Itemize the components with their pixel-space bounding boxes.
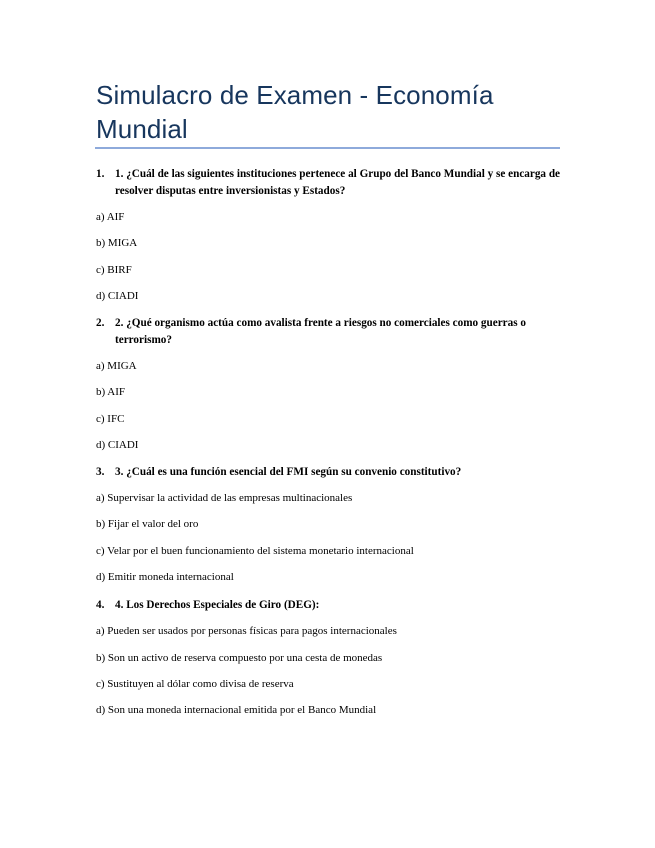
option: d) CIADI [96, 290, 139, 302]
option: d) Emitir moneda internacional [96, 571, 234, 583]
question-text: 2. ¿Qué organismo actúa como avalista frente a riesgos no comerciales como guerras o terrorismo? [115, 317, 526, 346]
option: b) AIF [96, 386, 126, 398]
option: a) MIGA [96, 360, 137, 372]
option: d) CIADI [96, 439, 139, 451]
question-number: 4. [96, 599, 105, 611]
option: c) IFC [96, 413, 125, 425]
question-4 [96, 597, 566, 614]
question-number: 3. [96, 466, 105, 478]
question-2 [96, 315, 566, 349]
question-3 [96, 464, 566, 481]
option: b) MIGA [96, 237, 138, 249]
option: a) Supervisar la actividad de las empresas multinacionales [96, 492, 353, 504]
page-title: Simulacro de Examen - Economía Mundial [96, 80, 494, 144]
option: a) Pueden ser usados por personas físicas para pagos internacionales [96, 625, 397, 637]
question-text: 1. ¿Cuál de las siguientes instituciones pertenece al Grupo del Banco Mundial y se encarga de resolver disputas entre inversionistas y Estados? [115, 168, 561, 197]
question-text: 3. ¿Cuál es una función esencial del FMI según su convenio constitutivo? [115, 466, 462, 478]
option: c) Sustituyen al dólar como divisa de reserva [96, 678, 294, 690]
question-text: 4. Los Derechos Especiales de Giro (DEG): [115, 599, 320, 611]
title-underline [95, 147, 560, 149]
option: b) Fijar el valor del oro [96, 518, 199, 530]
question-number: 2. [96, 317, 105, 329]
option: b) Son un activo de reserva compuesto por una cesta de monedas [96, 652, 383, 664]
option: d) Son una moneda internacional emitida por el Banco Mundial [96, 704, 377, 716]
option: c) BIRF [96, 264, 132, 276]
option: c) Velar por el buen funcionamiento del sistema monetario internacional [96, 545, 414, 557]
question-1 [96, 166, 566, 200]
option: a) AIF [96, 211, 125, 223]
question-number: 1. [96, 168, 105, 180]
